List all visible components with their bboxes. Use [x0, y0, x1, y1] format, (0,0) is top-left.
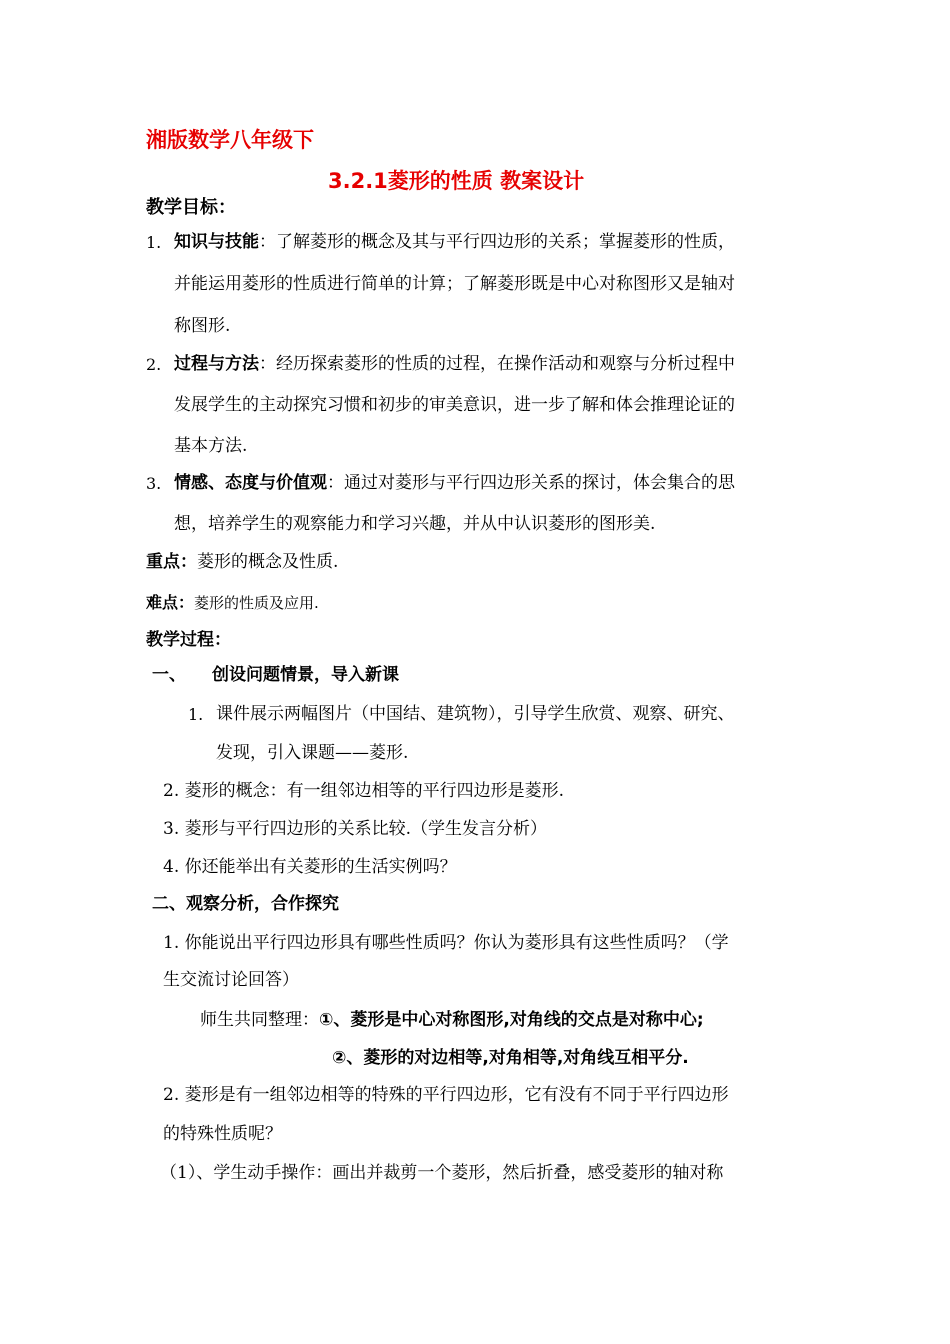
process-heading: 教学过程： — [146, 630, 231, 650]
section-2-item-2-line-2: 的特殊性质呢？ — [163, 1124, 282, 1144]
section-2-item-1-line-2: 生交流讨论回答） — [163, 970, 299, 990]
objective-1-line-1: 知识与技能：了解菱形的概念及其与平行四边形的关系；掌握菱形的性质， — [174, 232, 735, 252]
objective-1-label: 知识与技能 — [174, 232, 259, 252]
section-1-item-4: 4. 你还能举出有关菱形的生活实例吗？ — [163, 857, 457, 877]
section-2-item-1-line-1: 1. 你能说出平行四边形具有哪些性质吗？你认为菱形具有这些性质吗？（学 — [163, 933, 729, 953]
section-1-number: 一、 — [152, 665, 186, 685]
lesson-title: 3.2.1菱形的性质 教案设计 — [328, 169, 585, 193]
key-point: 重点：菱形的概念及性质. — [146, 552, 339, 572]
summary-line-2: ②、菱形的对边相等,对角相等,对角线互相平分. — [332, 1048, 689, 1068]
section-2-sub-1: （1）、学生动手操作：画出并裁剪一个菱形，然后折叠，感受菱形的轴对称 — [160, 1163, 724, 1183]
section-1-item-1-line-1: 课件展示两幅图片（中国结、建筑物），引导学生欣赏、观察、研究、 — [216, 704, 735, 724]
objective-3-line-1: 情感、态度与价值观：通过对菱形与平行四边形关系的探讨，体会集合的思 — [174, 473, 735, 493]
section-1-item-1-line-2: 发现，引入课题——菱形. — [216, 743, 409, 763]
objective-2-number: 2. — [146, 355, 162, 374]
section-1-item-1-number: 1. — [188, 705, 204, 724]
section-2-title: 二、观察分析，合作探究 — [152, 894, 339, 914]
summary-label: 师生共同整理： — [200, 1010, 319, 1030]
difficult-point: 难点：菱形的性质及应用. — [146, 593, 319, 612]
objective-2-line-2: 发展学生的主动探究习惯和初步的审美意识，进一步了解和体会推理论证的 — [174, 395, 735, 415]
section-1-item-2: 2. 菱形的概念：有一组邻边相等的平行四边形是菱形. — [163, 781, 565, 801]
objective-3-line-2: 想，培养学生的观察能力和学习兴趣，并从中认识菱形的图形美. — [174, 514, 656, 534]
objective-3-label: 情感、态度与价值观 — [174, 473, 327, 493]
key-point-label: 重点： — [146, 552, 197, 572]
objective-1-line-3: 称图形. — [174, 316, 231, 336]
objectives-heading: 教学目标： — [146, 197, 236, 218]
objective-1-number: 1. — [146, 233, 162, 252]
objective-2-label: 过程与方法 — [174, 354, 259, 374]
objective-2-line-1: 过程与方法：经历探索菱形的性质的过程，在操作活动和观察与分析过程中 — [174, 354, 735, 374]
objective-1-line-2: 并能运用菱形的性质进行简单的计算；了解菱形既是中心对称图形又是轴对 — [174, 274, 735, 294]
difficult-point-label: 难点： — [146, 593, 195, 612]
objective-3-number: 3. — [146, 474, 162, 493]
subject-title: 湘版数学八年级下 — [146, 128, 314, 152]
section-1-item-3: 3. 菱形与平行四边形的关系比较.（学生发言分析） — [163, 819, 548, 839]
objective-2-line-3: 基本方法. — [174, 436, 248, 456]
summary-line-1: 师生共同整理：①、菱形是中心对称图形,对角线的交点是对称中心; — [200, 1010, 704, 1030]
section-1-title: 创设问题情景，导入新课 — [212, 665, 399, 685]
section-2-item-2-line-1: 2. 菱形是有一组邻边相等的特殊的平行四边形，它有没有不同于平行四边形 — [163, 1085, 729, 1105]
